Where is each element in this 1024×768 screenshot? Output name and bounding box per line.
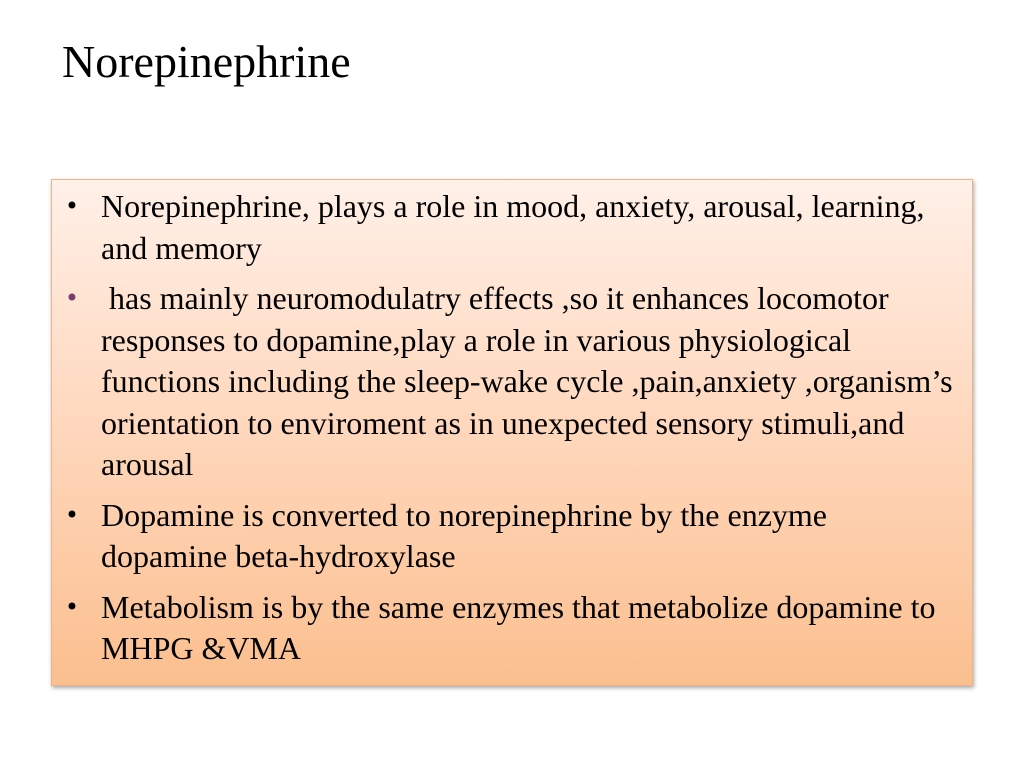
bullet-list xyxy=(52,180,972,670)
list-item xyxy=(52,186,958,269)
bullet-icon: • xyxy=(64,284,80,312)
bullet-text: Metabolism is by the same enzymes that metabolize dopamine to MHPG &VMA xyxy=(101,588,936,666)
list-item xyxy=(52,495,958,578)
list-item xyxy=(52,587,958,670)
bullet-text: Norepinephrine, plays a role in mood, anxiety, arousal, learning, and memory xyxy=(101,188,925,266)
slide-title: Norepinephrine xyxy=(62,36,351,87)
content-box xyxy=(51,179,973,686)
list-item xyxy=(52,278,961,486)
bullet-icon: • xyxy=(64,592,80,621)
bullet-icon: • xyxy=(64,192,80,220)
bullet-text: Dopamine is converted to norepinephrine by the enzyme dopamine beta-hydroxylase xyxy=(101,496,827,574)
bullet-icon: • xyxy=(64,500,80,529)
bullet-text: has mainly neuromodulatry effects ,so it enhances locomotor responses to dopamine,play a role in various physiological functions including the sleep-wake cycle ,pain,anxiety ,organism’s orientation to enviroment as in unexpected sensory stimuli,and arousal xyxy=(101,280,961,482)
